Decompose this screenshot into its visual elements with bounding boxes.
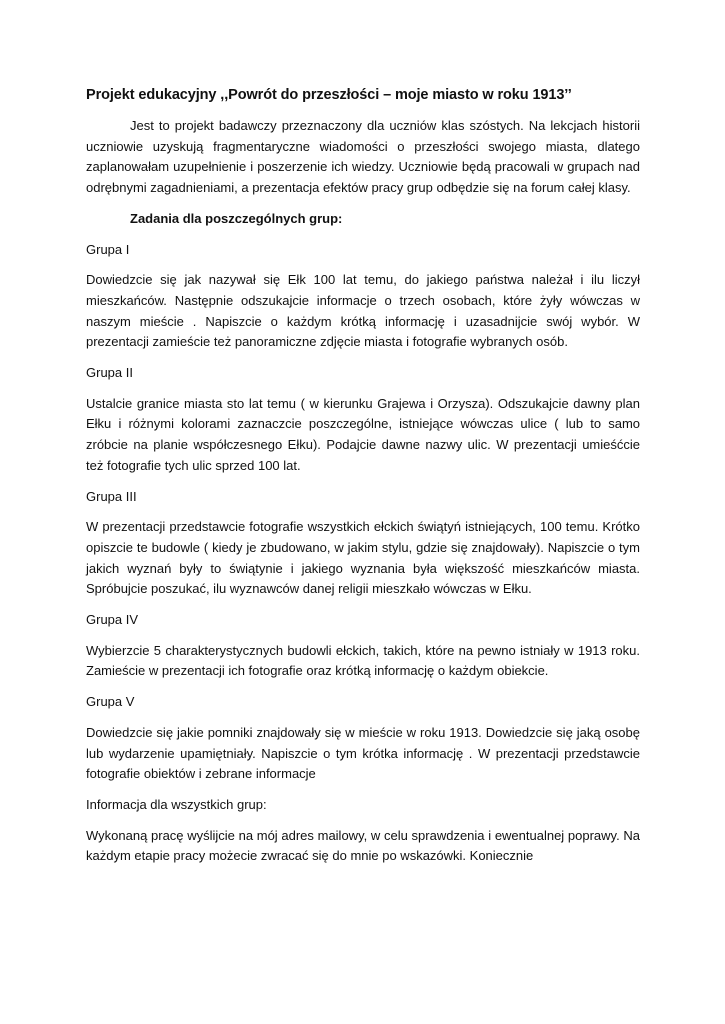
group-2-text: Ustalcie granice miasta sto lat temu ( w kierunku Grajewa i Orzysza). Odszukajcie dawny plan Ełku i różnymi kolorami zaznaczcie poszczególne, istniejące wówczas ulice ( lub to samo zróbcie na planie współczesnego Ełku). Podajcie dawne nazwy ulic. W prezentacji umieśćcie też fotografie tych ulic sprzed 100 lat. <box>86 395 640 473</box>
info-heading: Informacja dla wszystkich grup: <box>86 796 267 812</box>
group-3-text: W prezentacji przedstawcie fotografie wszystkich ełckich świątyń istniejących, 100 temu. Krótko opiszcie te budowle ( kiedy je zbudowano, w jakim stylu, gdzie się znajdowały). Napiszcie o tym jakich wyznań były to świątynie i jakiego wyznania była większość mieszkańców miasta. Spróbujcie poszukać, ilu wyznawców danej religii mieszkało wówczas w Ełku. <box>86 519 640 597</box>
group-3-label: Grupa III <box>86 488 137 504</box>
intro-paragraph: Jest to projekt badawczy przeznaczony dla uczniów klas szóstych. Na lekcjach historii uczniowie uzyskują fragmentaryczne wiadomości o przeszłości swojego miasta, dlatego zaplanowałam uzupełnienie i poszerzenie ich wiedzy. Uczniowie będą pracowali w grupach nad odrębnymi zagadnieniami, a prezentacja efektów pracy grup odbędzie się na forum całej klasy. <box>86 118 640 196</box>
info-paragraph: Wykonaną pracę wyślijcie na mój adres mailowy, w celu sprawdzenia i ewentualnej poprawy. Na każdym etapie pracy możecie zwracać się do mnie po wskazówki. Koniecznie <box>86 827 640 864</box>
tasks-heading: Zadania dla poszczególnych grup: <box>130 210 343 226</box>
document-title: Projekt edukacyjny ,,Powrót do przeszłości – moje miasto w roku 1913’’ <box>86 87 572 103</box>
group-1-label: Grupa I <box>86 241 130 257</box>
group-2-label: Grupa II <box>86 365 133 381</box>
group-5-label: Grupa V <box>86 694 135 710</box>
group-1-text: Dowiedzcie się jak nazywał się Ełk 100 lat temu, do jakiego państwa należał i ilu liczył mieszkańców. Następnie odszukajcie informacje o trzech osobach, które żyły wówczas w naszym mieście . Napiszcie o każdym krótką informację i uzasadnijcie swój wybór. W prezentacji zamieście też panoramiczne zdjęcie miasta i fotografie wybranych osób. <box>86 272 640 350</box>
group-5-text: Dowiedzcie się jakie pomniki znajdowały się w mieście w roku 1913. Dowiedzcie się jaką osobę lub wydarzenie upamiętniały. Napiszcie o tym krótka informację . W prezentacji przedstawcie fotografie obiektów i zebrane informacje <box>86 724 640 782</box>
group-4-text: Wybierzcie 5 charakterystycznych budowli ełckich, takich, które na pewno istniały w 1913 roku. Zamieście w prezentacji ich fotografie oraz krótką informację o każdym obiekcie. <box>86 642 640 679</box>
group-4-label: Grupa IV <box>86 612 139 628</box>
document-body <box>86 86 640 877</box>
